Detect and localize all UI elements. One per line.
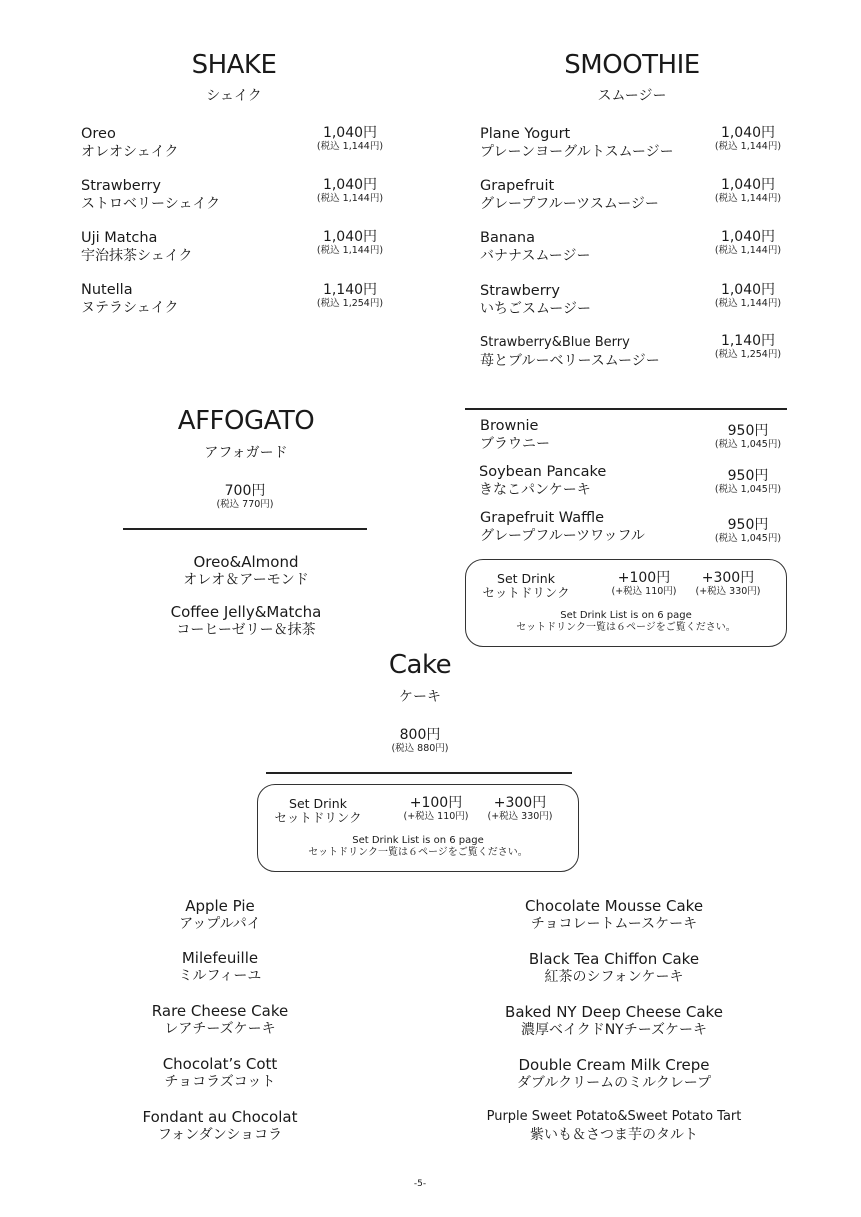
menu-item xyxy=(480,334,660,370)
item-name-jp: プレーンヨーグルトスムージー xyxy=(480,144,674,160)
item-name-en: Chocolate Mousse Cake xyxy=(524,897,704,915)
item-name-jp: 紅茶のシフォンケーキ xyxy=(544,969,684,985)
price: 1,040円 xyxy=(322,177,378,193)
cake-item xyxy=(110,897,330,933)
item-price xyxy=(708,230,788,256)
tax-price: (税込 1,144円) xyxy=(714,298,782,309)
tax-price: (税込 1,144円) xyxy=(714,141,782,152)
affogato-price xyxy=(205,484,285,510)
item-name-jp: オレオシェイク xyxy=(81,144,179,160)
shake-title: SHAKE xyxy=(191,50,277,80)
menu-item xyxy=(479,463,606,499)
item-name-en: Nutella xyxy=(81,282,133,298)
set-drink-box xyxy=(257,784,579,872)
price: 1,040円 xyxy=(322,229,378,245)
menu-item xyxy=(480,509,645,545)
item-name-jp: フォンダンショコラ xyxy=(157,1127,283,1143)
set-drink-label-jp: セットドリンク xyxy=(274,810,362,825)
set-drink-label xyxy=(476,572,576,600)
price: +300円 xyxy=(701,570,755,586)
price: 1,040円 xyxy=(720,229,776,245)
menu-item xyxy=(81,281,178,317)
set-drink-option-1 xyxy=(396,796,476,822)
item-name-jp: ミルフィーユ xyxy=(178,968,262,984)
tax-price: (税込 1,045円) xyxy=(714,439,782,450)
item-name-jp: 濃厚ベイクドNYチーズケーキ xyxy=(520,1022,708,1038)
price: 1,040円 xyxy=(720,125,776,141)
cake-item xyxy=(474,897,754,933)
item-name-jp: ダブルクリームのミルクレープ xyxy=(516,1075,712,1091)
item-name-jp: コーヒーゼリー＆抹茶 xyxy=(176,622,316,638)
tax-price: (税込 1,144円) xyxy=(316,193,384,204)
item-price xyxy=(708,178,788,204)
item-name-jp: バナナスムージー xyxy=(480,248,591,264)
menu-item xyxy=(81,177,220,213)
cake-item xyxy=(474,950,754,986)
cake-item xyxy=(110,1055,330,1091)
set-drink-option-2 xyxy=(480,796,560,822)
item-name-jp: いちごスムージー xyxy=(480,301,592,317)
cake-title: Cake xyxy=(388,650,452,680)
cake-item xyxy=(110,949,330,985)
set-drink-label-en: Set Drink xyxy=(289,796,347,811)
menu-item xyxy=(134,553,358,589)
item-price xyxy=(310,283,390,309)
divider xyxy=(266,772,572,774)
tax-price: (+税込 110円) xyxy=(403,811,469,822)
item-price xyxy=(708,126,788,152)
item-name-en: Rare Cheese Cake xyxy=(151,1002,289,1020)
item-name-jp: オレオ＆アーモンド xyxy=(183,572,309,588)
item-name-en: Oreo&Almond xyxy=(193,553,299,571)
item-name-en: Brownie xyxy=(480,418,539,434)
item-price xyxy=(708,424,788,450)
item-name-en: Grapefruit Waffle xyxy=(480,510,605,526)
item-price xyxy=(310,178,390,204)
cake-price xyxy=(378,728,462,754)
item-name-en: Purple Sweet Potato&Sweet Potato Tart xyxy=(486,1109,742,1124)
note-en: Set Drink List is on 6 page xyxy=(352,835,484,846)
affogato-title: AFFOGATO xyxy=(177,406,315,436)
item-name-en: Grapefruit xyxy=(480,178,555,194)
menu-item xyxy=(81,229,192,265)
item-name-jp: ストロベリーシェイク xyxy=(81,196,221,212)
menu-item xyxy=(134,603,358,639)
item-name-en: Apple Pie xyxy=(185,897,255,915)
tax-price: (+税込 110円) xyxy=(611,586,677,597)
tax-price: (税込 1,045円) xyxy=(714,484,782,495)
price: 800円 xyxy=(399,727,441,743)
set-drink-label-en: Set Drink xyxy=(497,571,555,586)
item-name-jp: アップルパイ xyxy=(179,916,261,932)
item-name-jp: 苺とブルーベリースムージー xyxy=(480,353,660,369)
item-name-jp: 紫いも＆さつま芋のタルト xyxy=(530,1127,698,1143)
price: 1,140円 xyxy=(720,333,776,349)
price: 950円 xyxy=(727,423,769,439)
item-name-en: Black Tea Chiffon Cake xyxy=(528,950,700,968)
menu-item xyxy=(480,125,674,161)
tax-price: (税込 1,144円) xyxy=(316,245,384,256)
item-name-en: Plane Yogurt xyxy=(480,126,571,142)
item-name-en: Banana xyxy=(480,230,535,246)
tax-price: (税込 1,144円) xyxy=(316,141,384,152)
tax-price: (+税込 330円) xyxy=(695,586,761,597)
price: 1,040円 xyxy=(322,125,378,141)
cake-item xyxy=(110,1002,330,1038)
set-drink-note xyxy=(258,835,578,859)
set-drink-box xyxy=(465,559,787,647)
set-drink-label xyxy=(268,797,368,825)
set-drink-option-2 xyxy=(688,571,768,597)
item-name-en: Chocolat’s Cott xyxy=(162,1055,278,1073)
cake-item xyxy=(474,1003,754,1039)
set-drink-note xyxy=(466,610,786,634)
cake-item xyxy=(110,1108,330,1144)
item-name-en: Fondant au Chocolat xyxy=(142,1108,298,1126)
price: 700円 xyxy=(224,483,266,499)
item-name-jp: きなこパンケーキ xyxy=(479,482,591,498)
cake-item xyxy=(474,1056,754,1092)
item-name-jp: ブラウニー xyxy=(480,436,550,452)
menu-item xyxy=(480,229,590,265)
note-jp: セットドリンク一覧は６ページをご覧ください。 xyxy=(308,847,528,858)
price: +100円 xyxy=(409,795,463,811)
tax-price: (税込 1,254円) xyxy=(714,349,782,360)
smoothie-title: SMOOTHIE xyxy=(564,50,700,80)
item-name-jp: ヌテラシェイク xyxy=(81,300,179,316)
item-price xyxy=(708,518,788,544)
item-name-en: Double Cream Milk Crepe xyxy=(518,1056,710,1074)
item-name-en: Baked NY Deep Cheese Cake xyxy=(505,1003,723,1021)
divider xyxy=(123,528,367,530)
smoothie-subtitle: スムージー xyxy=(597,88,667,104)
tax-price: (税込 1,045円) xyxy=(714,533,782,544)
item-name-jp: グレープフルーツスムージー xyxy=(480,196,659,212)
cake-item xyxy=(464,1108,764,1144)
affogato-subtitle: アフォガード xyxy=(204,445,288,461)
price: +100円 xyxy=(617,570,671,586)
tax-price: (税込 1,254円) xyxy=(316,298,384,309)
tax-price: (税込 770円) xyxy=(216,499,274,510)
price: 950円 xyxy=(727,517,769,533)
note-en: Set Drink List is on 6 page xyxy=(560,610,692,621)
shake-subtitle: シェイク xyxy=(206,88,262,104)
item-name-en: Uji Matcha xyxy=(81,230,158,246)
item-name-en: Strawberry&Blue Berry xyxy=(480,335,630,350)
page-number: -5- xyxy=(413,1179,427,1189)
item-price xyxy=(310,126,390,152)
item-name-en: Soybean Pancake xyxy=(479,464,607,480)
item-name-jp: チョコレートムースケーキ xyxy=(530,916,698,932)
divider xyxy=(465,408,787,410)
price: +300円 xyxy=(493,795,547,811)
item-price xyxy=(310,230,390,256)
tax-price: (+税込 330円) xyxy=(487,811,553,822)
note-jp: セットドリンク一覧は６ページをご覧ください。 xyxy=(516,622,736,633)
tax-price: (税込 1,144円) xyxy=(714,245,782,256)
set-drink-option-1 xyxy=(604,571,684,597)
price: 1,040円 xyxy=(720,282,776,298)
price: 950円 xyxy=(727,468,769,484)
item-name-en: Milefeuille xyxy=(181,949,259,967)
item-price xyxy=(708,469,788,495)
item-name-jp: レアチーズケーキ xyxy=(164,1021,276,1037)
price: 1,140円 xyxy=(322,282,378,298)
item-name-jp: チョコラズコット xyxy=(164,1074,276,1090)
set-drink-label-jp: セットドリンク xyxy=(482,585,570,600)
item-price xyxy=(708,334,788,360)
item-name-en: Oreo xyxy=(81,126,116,142)
price: 1,040円 xyxy=(720,177,776,193)
tax-price: (税込 1,144円) xyxy=(714,193,782,204)
item-price xyxy=(708,283,788,309)
tax-price: (税込 880円) xyxy=(391,743,449,754)
item-name-jp: グレープフルーツワッフル xyxy=(480,528,645,544)
item-name-en: Strawberry xyxy=(81,178,161,194)
item-name-en: Coffee Jelly&Matcha xyxy=(170,603,322,621)
cake-subtitle: ケーキ xyxy=(399,689,441,705)
menu-item xyxy=(81,125,178,161)
item-name-en: Strawberry xyxy=(480,283,560,299)
menu-item xyxy=(480,417,550,453)
menu-item xyxy=(480,177,659,213)
item-name-jp: 宇治抹茶シェイク xyxy=(81,248,193,264)
menu-item xyxy=(480,282,591,318)
